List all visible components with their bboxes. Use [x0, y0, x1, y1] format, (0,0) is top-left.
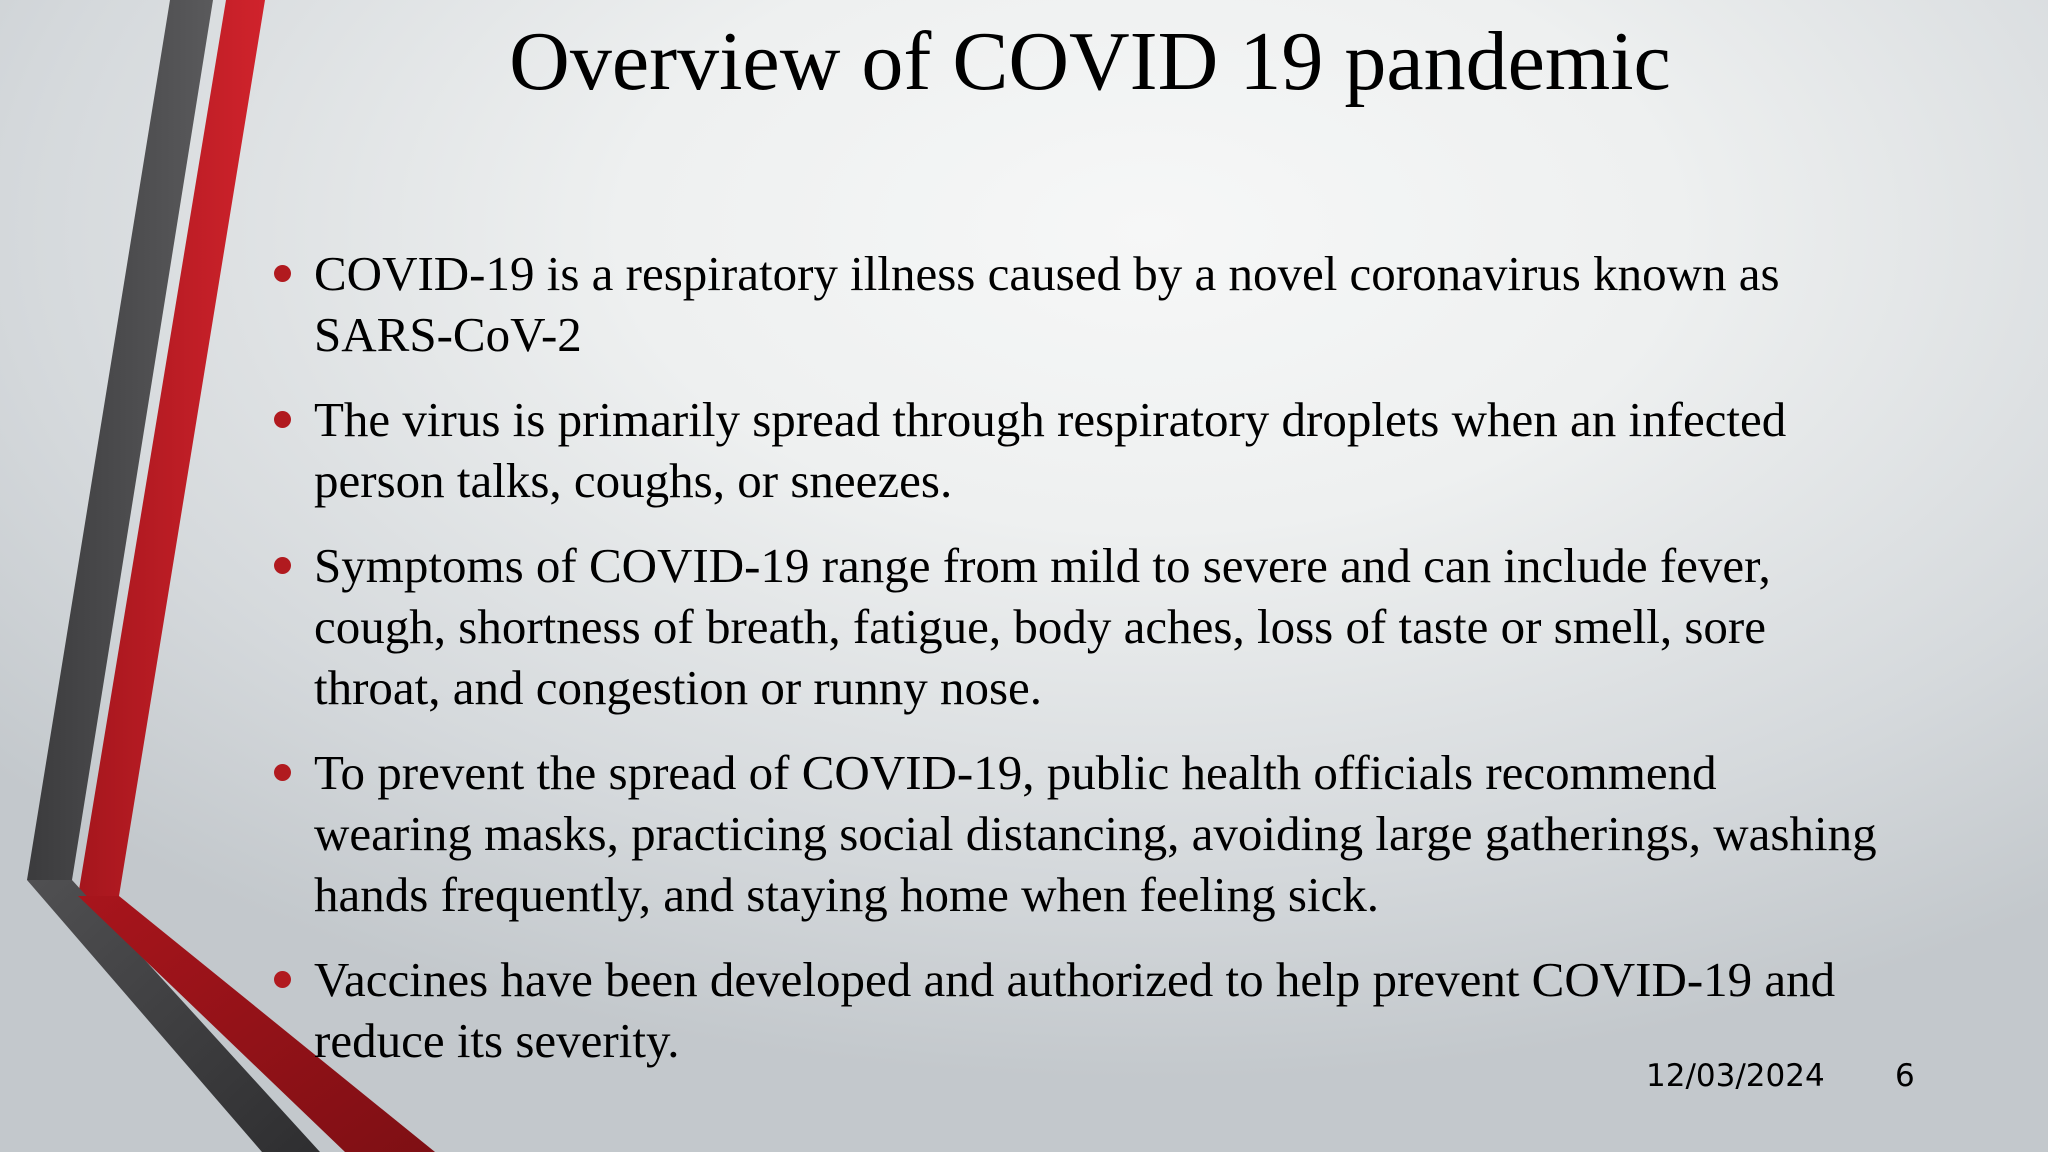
- bullet-item: [274, 949, 1884, 1071]
- bullet-item: [274, 389, 1884, 511]
- bullet-dot-icon: [274, 265, 291, 282]
- bullet-dot-icon: [274, 411, 291, 428]
- bullet-item: [274, 742, 1884, 925]
- bullet-dot-icon: [274, 557, 291, 574]
- bullet-item: [274, 535, 1884, 718]
- bullet-list: [274, 243, 1884, 1095]
- slide-page-number: 6: [1895, 1058, 1915, 1094]
- slide-title: Overview of COVID 19 pandemic: [509, 15, 1671, 108]
- bullet-dot-icon: [274, 971, 291, 988]
- bullet-text: COVID-19 is a respiratory illness caused by a novel coronavirus known as SARS-CoV-2: [314, 246, 1780, 362]
- bullet-text: Vaccines have been developed and authorized to help prevent COVID-19 and reduce its severity.: [314, 952, 1836, 1068]
- bullet-text: Symptoms of COVID-19 range from mild to severe and can include fever, cough, shortness of breath, fatigue, body aches, loss of taste or smell, sore throat, and congestion or runny nose.: [314, 538, 1771, 715]
- bullet-text: The virus is primarily spread through respiratory droplets when an infected person talks, coughs, or sneezes.: [314, 392, 1787, 508]
- bullet-item: [274, 243, 1884, 365]
- bullet-dot-icon: [274, 764, 291, 781]
- slide-date: 12/03/2024: [1646, 1058, 1825, 1094]
- bullet-text: To prevent the spread of COVID-19, public health officials recommend wearing masks, practicing social distancing, avoiding large gatherings, washing hands frequently, and staying home when feeling sick.: [314, 745, 1877, 922]
